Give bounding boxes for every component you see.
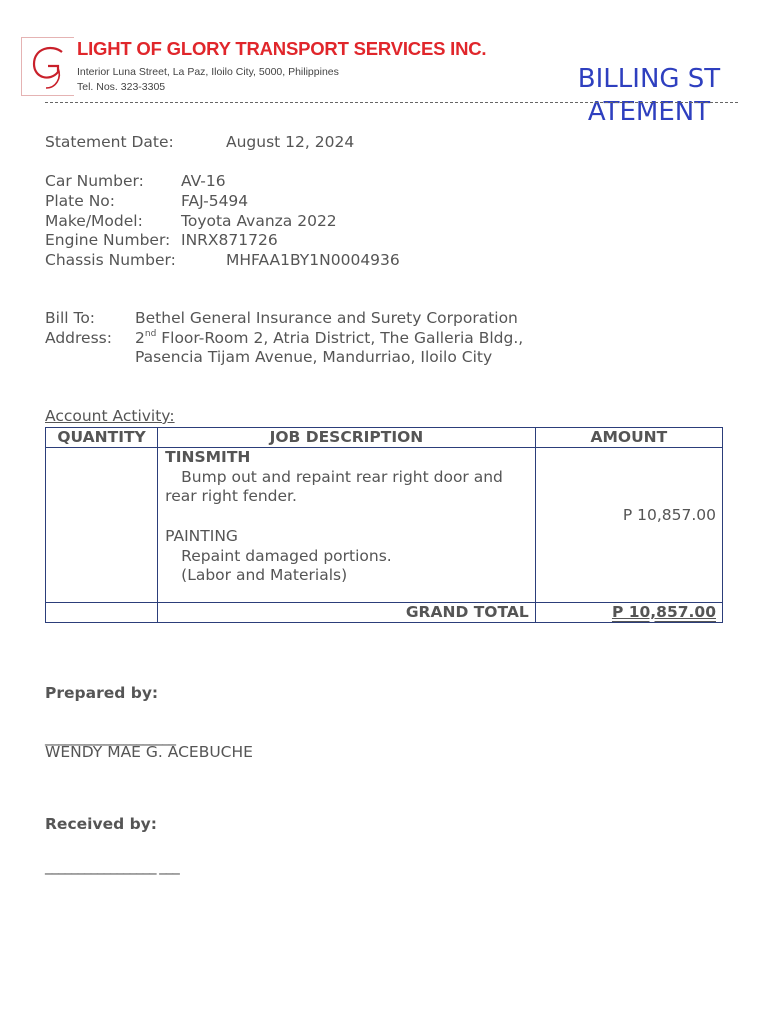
table-header-row — [46, 428, 723, 448]
address-line-1-rest: Floor-Room 2, Atria District, The Galleria Bldg., — [156, 329, 524, 347]
bill-to-value: Bethel General Insurance and Surety Corporation — [135, 309, 518, 327]
plate-no-label: Plate No: — [45, 192, 115, 210]
job-section-line: Bump out and repaint rear right door and rear right fender. — [165, 467, 503, 506]
prepared-by-label: Prepared by: — [45, 684, 159, 702]
chassis-number-value: MHFAA1BY1N0004936 — [226, 251, 400, 269]
address-line-2: Pasencia Tijam Avenue, Mandurriao, Iloilo City — [135, 348, 493, 366]
engine-number-label: Engine Number: — [45, 231, 171, 249]
received-by-signature-line: _________________ ___ — [45, 857, 179, 875]
chassis-number-label: Chassis Number: — [45, 251, 176, 269]
prepared-by-name: WENDY MAE G. ACEBUCHE — [45, 743, 253, 761]
job-section-title: PAINTING — [165, 526, 238, 545]
address-label: Address: — [45, 329, 112, 347]
grand-total-label: GRAND TOTAL — [158, 603, 536, 623]
engine-number-value: INRX871726 — [181, 231, 278, 249]
header-divider — [45, 102, 738, 103]
company-name: LIGHT OF GLORY TRANSPORT SERVICES INC. — [77, 38, 487, 59]
make-model-value: Toyota Avanza 2022 — [181, 212, 337, 230]
job-section-line: (Labor and Materials) — [181, 566, 348, 585]
statement-date-label: Statement Date: — [45, 133, 174, 151]
total-empty-cell — [46, 603, 158, 623]
statement-date-value: August 12, 2024 — [226, 133, 355, 151]
company-tel: Tel. Nos. 323-3305 — [77, 81, 166, 93]
account-activity-heading: Account Activity: — [45, 407, 175, 425]
received-by-label: Received by: — [45, 815, 157, 833]
column-header-quantity: QUANTITY — [46, 428, 158, 448]
job-description-cell — [158, 448, 536, 603]
make-model-label: Make/Model: — [45, 212, 143, 230]
job-section-line: Repaint damaged portions. — [181, 546, 392, 565]
address-line-1 — [135, 329, 523, 349]
row-amount: P 10,857.00 — [622, 506, 716, 524]
column-header-job-description: JOB DESCRIPTION — [158, 428, 536, 448]
document-title: BILLING STATEMENT — [577, 64, 721, 127]
job-section-title: TINSMITH — [165, 448, 251, 466]
prepared-by-signature-line: ____________________ — [45, 728, 175, 746]
grand-total-value: P 10,857.00 — [535, 603, 722, 623]
plate-no-value: FAJ-5494 — [181, 192, 249, 210]
car-number-label: Car Number: — [45, 172, 144, 190]
car-number-value: AV-16 — [181, 172, 226, 190]
logo-g-emblem — [22, 38, 74, 95]
account-activity-table — [45, 427, 723, 623]
table-row — [46, 448, 723, 603]
company-address: Interior Luna Street, La Paz, Iloilo City, 5000, Philippines — [77, 66, 339, 78]
column-header-amount: AMOUNT — [535, 428, 722, 448]
address-ordinal-number: 2 — [135, 329, 145, 347]
company-logo — [21, 37, 74, 96]
amount-cell — [535, 448, 722, 603]
grand-total-row — [46, 603, 723, 623]
address-ordinal-suffix: nd — [144, 329, 157, 339]
quantity-cell — [46, 448, 158, 603]
bill-to-label: Bill To: — [45, 309, 96, 327]
